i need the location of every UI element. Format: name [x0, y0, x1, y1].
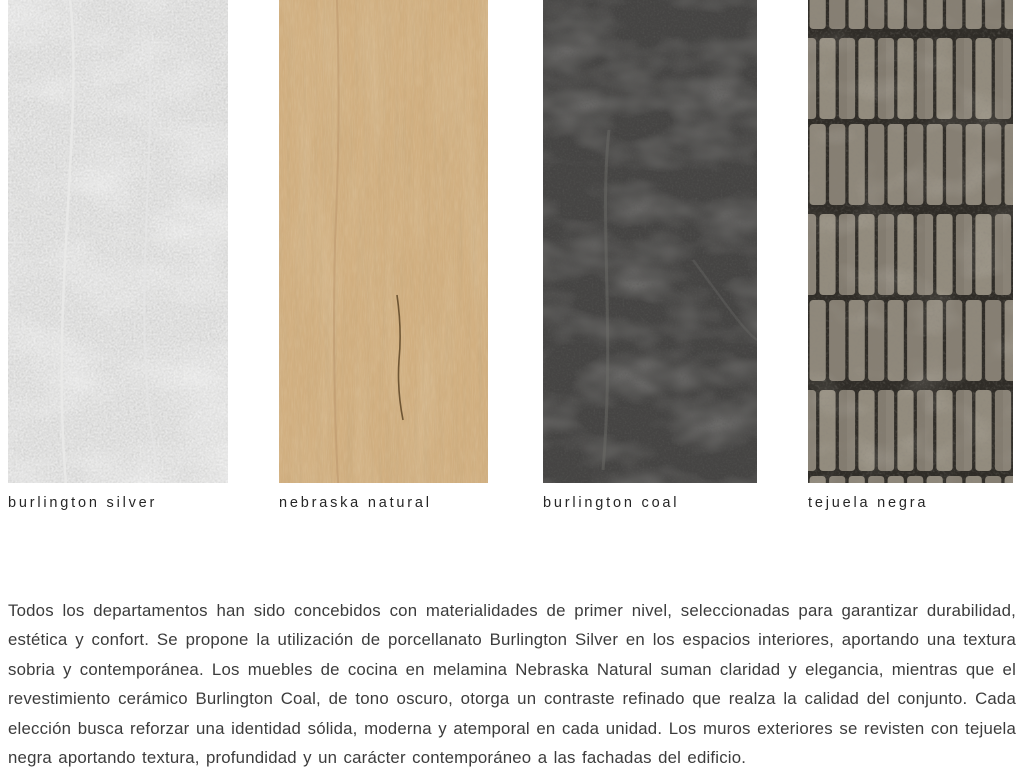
materials-description-paragraph: Todos los departamentos han sido concebidos con materialidades de primer nivel, seleccionadas para garantizar durabilidad, estética y confort. Se propone la utilización de porcellanato Burlington Silver en los espacios interiores, aportando una textura sobria y contemporánea. Los muebles de cocina en melamina Nebraska Natural suman claridad y elegancia, mientras que el revestimiento cerámico Burlington Coal, de tono oscuro, otorga un contraste refinado que realza la calidad del conjunto. Cada elección busca reforzar una identidad sólida, moderna y atemporal en cada unidad. Los muros exteriores se revisten con tejuela negra aportando textura, profundidad y un carácter contemporáneo a las fachadas del edificio.: [8, 601, 1016, 768]
tejuela-negra-texture-image: [808, 0, 1013, 483]
material-label-burlington-silver: burlington silver: [8, 495, 158, 511]
material-card-nebraska-natural: [279, 0, 488, 512]
burlington-coal-texture-image: [543, 0, 757, 483]
burlington-silver-texture-image: [8, 0, 228, 483]
material-card-tejuela-negra: [808, 0, 1013, 512]
material-label-tejuela-negra: tejuela negra: [808, 495, 929, 511]
nebraska-natural-texture-image: [279, 0, 488, 483]
material-label-nebraska-natural: nebraska natural: [279, 495, 432, 511]
material-card-burlington-silver: [8, 0, 228, 512]
material-label-burlington-coal: burlington coal: [543, 495, 680, 511]
material-card-burlington-coal: [543, 0, 757, 512]
